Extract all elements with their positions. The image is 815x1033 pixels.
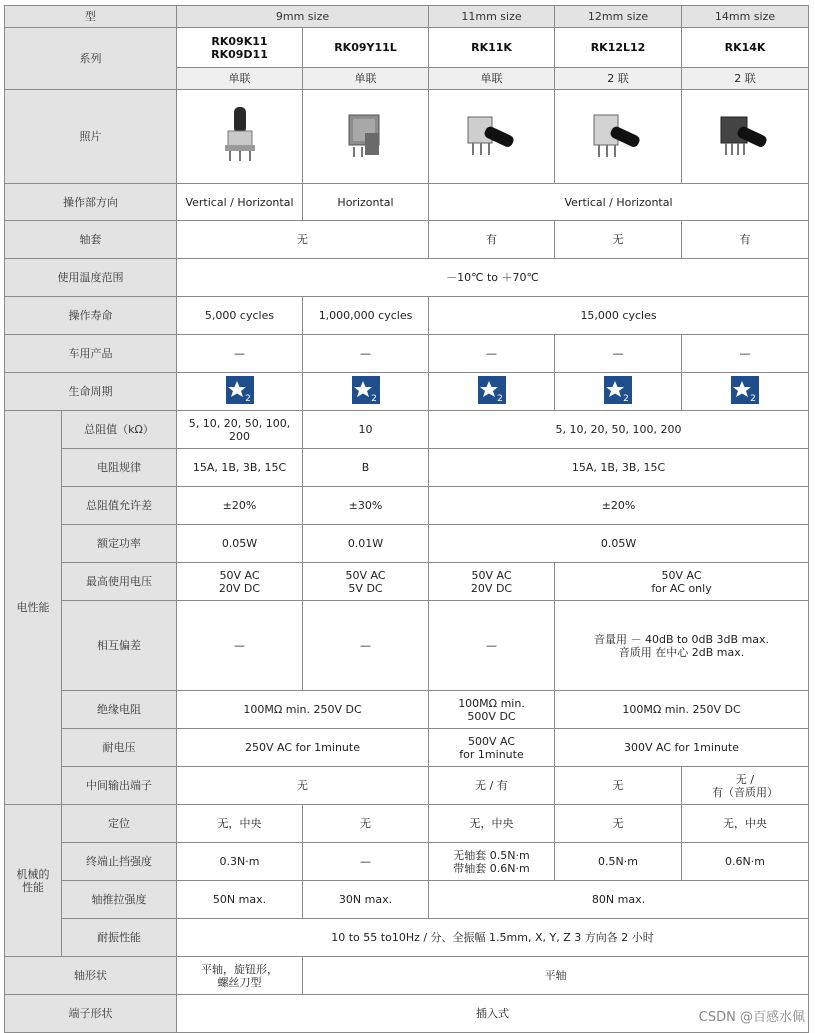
push-pull-rk09y11l: 30N max.: [303, 881, 429, 919]
lifecycle-rk14k: [682, 373, 809, 411]
direction-others: Vertical / Horizontal: [429, 184, 809, 221]
svg-text:2: 2: [370, 394, 377, 404]
lifecycle-star-icon: [604, 376, 632, 404]
tracking-rk11k: —: [429, 601, 555, 691]
potentiometer-dual-icon: [588, 105, 648, 165]
stop-strength-rk09y11l: —: [303, 843, 429, 881]
lifecycle-rk09k11: [177, 373, 303, 411]
stop-strength-label: 终端止挡强度: [62, 843, 177, 881]
center-tap-rk12l12: 无: [555, 767, 682, 805]
gang-rk09k11: 单联: [177, 68, 303, 90]
power-rk09y11l: 0.01W: [303, 525, 429, 563]
insulation-others: 100MΩ min. 250V DC: [555, 691, 809, 729]
photo-rk14k: [682, 90, 809, 184]
direction-rk09k11: Vertical / Horizontal: [177, 184, 303, 221]
gang-rk11k: 单联: [429, 68, 555, 90]
life-rk09k11: 5,000 cycles: [177, 297, 303, 335]
detent-rk09k11: 无，中央: [177, 805, 303, 843]
svg-text:2: 2: [244, 394, 251, 404]
lifecycle-star-icon: [352, 376, 380, 404]
life-rk09y11l: 1,000,000 cycles: [303, 297, 429, 335]
voltage-rk09y11l: 50V AC 5V DC: [303, 563, 429, 601]
detent-rk11k: 无，中央: [429, 805, 555, 843]
automotive-rk11k: —: [429, 335, 555, 373]
insulation-9mm: 100MΩ min. 250V DC: [177, 691, 429, 729]
potentiometer-shaft-icon: [462, 105, 522, 165]
terminal-value: 插入式: [177, 995, 809, 1033]
gang-rk09y11l: 单联: [303, 68, 429, 90]
model-rk09y11l: RK09Y11L: [303, 28, 429, 68]
potentiometer-horizontal-icon: [341, 105, 391, 165]
bushing-9mm: 无: [177, 221, 429, 259]
size-12mm-header: 12mm size: [555, 6, 682, 28]
automotive-rk12l12: —: [555, 335, 682, 373]
lifecycle-rk11k: [429, 373, 555, 411]
bushing-label: 轴套: [5, 221, 177, 259]
tracking-rk09k11: —: [177, 601, 303, 691]
insulation-rk11k: 100MΩ min. 500V DC: [429, 691, 555, 729]
stop-strength-rk11k: 无轴套 0.5N·m 带轴套 0.6N·m: [429, 843, 555, 881]
direction-rk09y11l: Horizontal: [303, 184, 429, 221]
model-rk14k: RK14K: [682, 28, 809, 68]
stop-strength-rk12l12: 0.5N·m: [555, 843, 682, 881]
center-tap-9mm: 无: [177, 767, 429, 805]
resistance-label: 总阻值（kΩ）: [62, 411, 177, 449]
resistance-rk09k11: 5, 10, 20, 50, 100, 200: [177, 411, 303, 449]
push-pull-rk09k11: 50N max.: [177, 881, 303, 919]
resistance-others: 5, 10, 20, 50, 100, 200: [429, 411, 809, 449]
withstand-others: 300V AC for 1minute: [555, 729, 809, 767]
taper-others: 15A, 1B, 3B, 15C: [429, 449, 809, 487]
withstand-rk11k: 500V AC for 1minute: [429, 729, 555, 767]
model-rk11k: RK11K: [429, 28, 555, 68]
tolerance-rk09y11l: ±30%: [303, 487, 429, 525]
photo-rk09k11: [177, 90, 303, 184]
tolerance-others: ±20%: [429, 487, 809, 525]
detent-rk12l12: 无: [555, 805, 682, 843]
lifecycle-star-icon: [731, 376, 759, 404]
power-others: 0.05W: [429, 525, 809, 563]
model-rk12l12: RK12L12: [555, 28, 682, 68]
size-11mm-header: 11mm size: [429, 6, 555, 28]
push-pull-label: 轴推拉强度: [62, 881, 177, 919]
taper-rk09y11l: B: [303, 449, 429, 487]
photo-rk11k: [429, 90, 555, 184]
temp-range: －10℃ to ＋70℃: [177, 259, 809, 297]
gang-rk14k: 2 联: [682, 68, 809, 90]
automotive-label: 车用产品: [5, 335, 177, 373]
center-tap-rk14k: 无 / 有（音质用）: [682, 767, 809, 805]
shaft-rk09k11: 平轴，旋钮形， 螺丝刀型: [177, 957, 303, 995]
lifecycle-star-icon: [226, 376, 254, 404]
spec-table: [4, 5, 809, 1033]
svg-text:2: 2: [750, 394, 756, 404]
lifecycle-rk12l12: [555, 373, 682, 411]
tracking-others: 音量用 － 40dB to 0dB 3dB max. 音质用 在中心 2dB max.: [555, 601, 809, 691]
bushing-rk11k: 有: [429, 221, 555, 259]
svg-text:2: 2: [623, 394, 629, 404]
lifecycle-label: 生命周期: [5, 373, 177, 411]
svg-text:2: 2: [496, 394, 503, 404]
shaft-others: 平轴: [303, 957, 809, 995]
life-others: 15,000 cycles: [429, 297, 809, 335]
tolerance-rk09k11: ±20%: [177, 487, 303, 525]
automotive-rk14k: —: [682, 335, 809, 373]
tracking-label: 相互偏差: [62, 601, 177, 691]
watermark: CSDN @百感水佩: [698, 1010, 805, 1025]
voltage-label: 最高使用电压: [62, 563, 177, 601]
electrical-group-label: 电性能: [5, 411, 62, 805]
taper-rk09k11: 15A, 1B, 3B, 15C: [177, 449, 303, 487]
temp-label: 使用温度范围: [5, 259, 177, 297]
withstand-label: 耐电压: [62, 729, 177, 767]
center-tap-rk11k: 无 / 有: [429, 767, 555, 805]
stop-strength-rk09k11: 0.3N·m: [177, 843, 303, 881]
photo-rk09y11l: [303, 90, 429, 184]
resistance-rk09y11l: 10: [303, 411, 429, 449]
automotive-rk09y11l: —: [303, 335, 429, 373]
stop-strength-rk14k: 0.6N·m: [682, 843, 809, 881]
bushing-rk12l12: 无: [555, 221, 682, 259]
life-label: 操作寿命: [5, 297, 177, 335]
potentiometer-vertical-icon: [215, 105, 265, 165]
taper-label: 电阻规律: [62, 449, 177, 487]
automotive-rk09k11: —: [177, 335, 303, 373]
size-14mm-header: 14mm size: [682, 6, 809, 28]
photo-rk12l12: [555, 90, 682, 184]
gang-rk12l12: 2 联: [555, 68, 682, 90]
lifecycle-star-icon: [478, 376, 506, 404]
detent-rk14k: 无，中央: [682, 805, 809, 843]
lifecycle-rk09y11l: [303, 373, 429, 411]
tolerance-label: 总阻值允许差: [62, 487, 177, 525]
insulation-label: 绝缘电阻: [62, 691, 177, 729]
vibration-label: 耐振性能: [62, 919, 177, 957]
photo-label: 照片: [5, 90, 177, 184]
terminal-label: 端子形状: [5, 995, 177, 1033]
bushing-rk14k: 有: [682, 221, 809, 259]
voltage-rk09k11: 50V AC 20V DC: [177, 563, 303, 601]
detent-rk09y11l: 无: [303, 805, 429, 843]
mechanical-group-label: 机械的 性能: [5, 805, 62, 957]
power-rk09k11: 0.05W: [177, 525, 303, 563]
potentiometer-dual-shaft-icon: [715, 105, 775, 165]
series-label: 系列: [5, 28, 177, 90]
direction-label: 操作部方向: [5, 184, 177, 221]
size-9mm-header: 9mm size: [177, 6, 429, 28]
power-label: 额定功率: [62, 525, 177, 563]
detent-label: 定位: [62, 805, 177, 843]
model-rk09k11: RK09K11 RK09D11: [177, 28, 303, 68]
center-tap-label: 中间输出端子: [62, 767, 177, 805]
vibration-value: 10 to 55 to10Hz / 分、全振幅 1.5mm, X, Y, Z 3 方向各 2 小时: [177, 919, 809, 957]
tracking-rk09y11l: —: [303, 601, 429, 691]
voltage-others: 50V AC for AC only: [555, 563, 809, 601]
withstand-9mm: 250V AC for 1minute: [177, 729, 429, 767]
type-header: 型: [5, 6, 177, 28]
voltage-rk11k: 50V AC 20V DC: [429, 563, 555, 601]
shaft-label: 轴形状: [5, 957, 177, 995]
push-pull-others: 80N max.: [429, 881, 809, 919]
